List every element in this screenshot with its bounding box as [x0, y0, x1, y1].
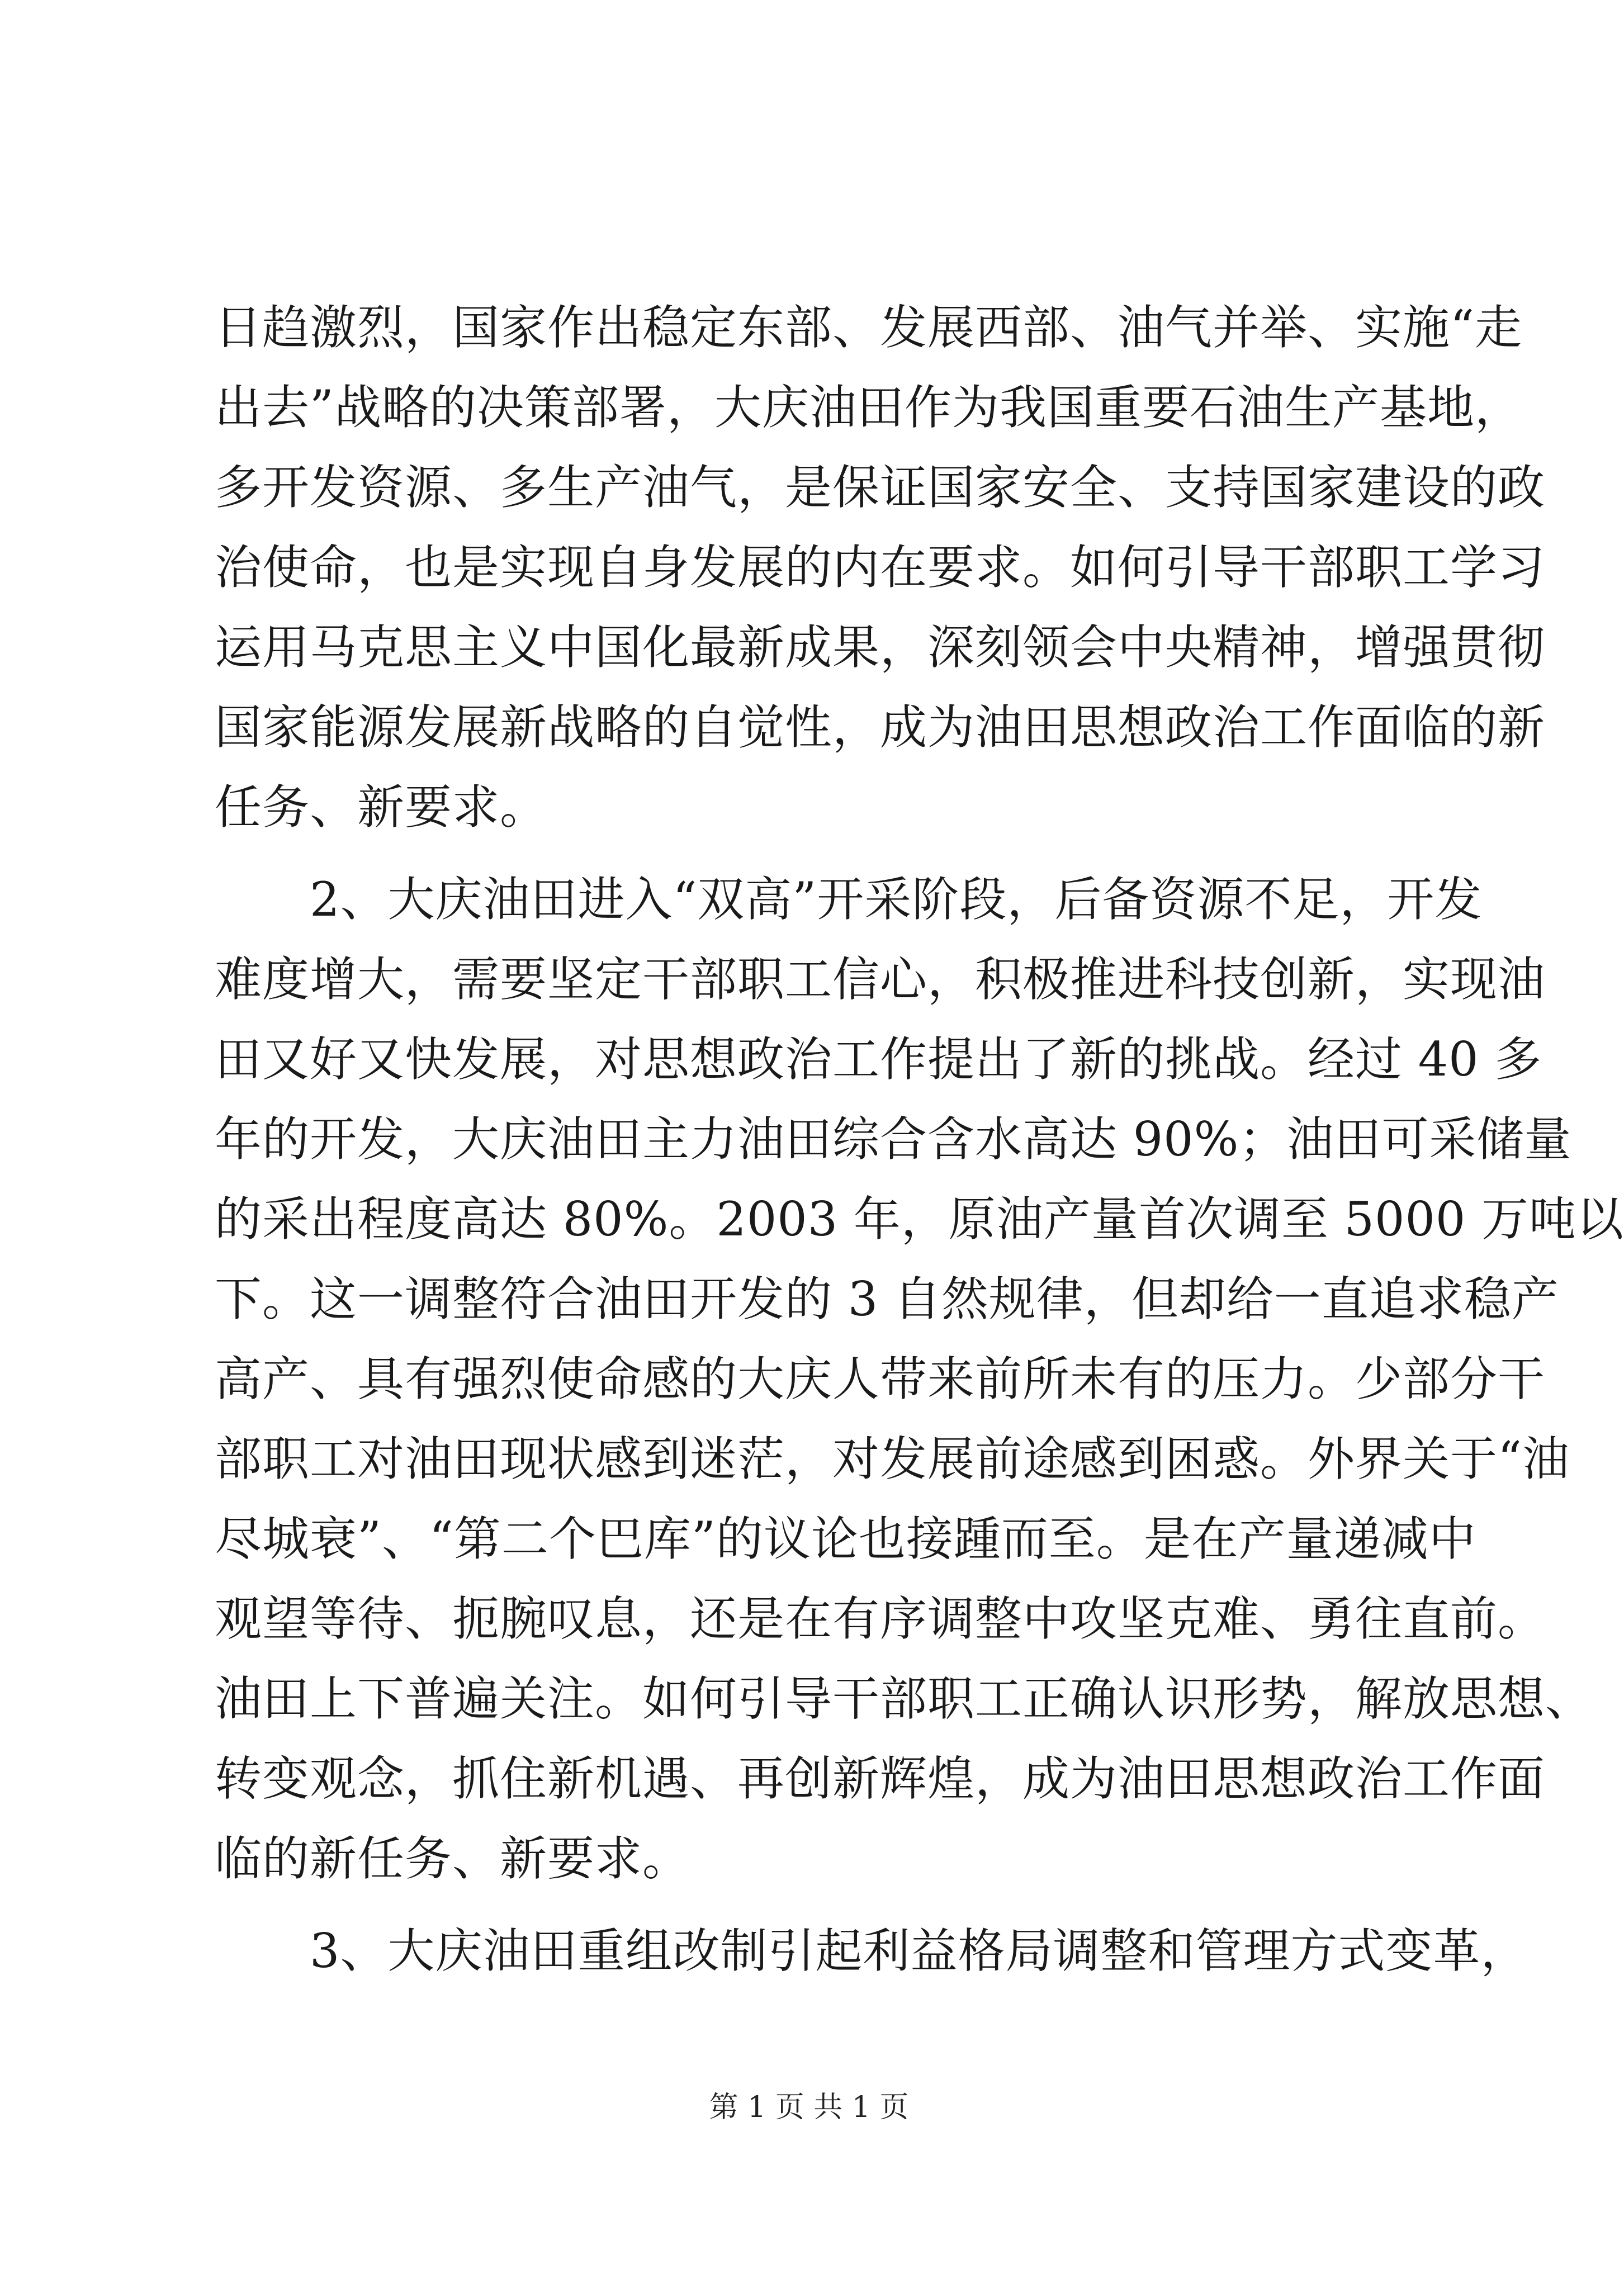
- paragraph-line: 部职工对油田现状感到迷茫，对发展前途感到困惑。外界关于“油: [215, 1432, 1570, 1486]
- paragraph-line: 尽城衰”、“第二个巴库”的议论也接踵而至。是在产量递减中: [215, 1512, 1476, 1566]
- paragraph-line: 下。这一调整符合油田开发的 3 自然规律，但却给一直追求稳产: [215, 1272, 1559, 1327]
- page-number-label: 第 1 页 共 1 页: [709, 2091, 909, 2124]
- paragraph-line: 治使命，也是实现自身发展的内在要求。如何引导干部职工学习: [215, 540, 1546, 595]
- document-body: [215, 288, 1624, 1991]
- paragraph-line: 2、大庆油田进入“双高”开采阶段，后备资源不足，开发: [310, 872, 1483, 927]
- paragraph-line: 油田上下普遍关注。如何引导干部职工正确认识形势，解放思想、: [215, 1671, 1593, 1726]
- paragraph-line: 年的开发，大庆油田主力油田综合含水高达 90%；油田可采储量: [215, 1112, 1572, 1167]
- paragraph-line: 田又好又快发展，对思想政治工作提出了新的挑战。经过 40 多: [215, 1032, 1542, 1087]
- paragraph-line: 难度增大，需要坚定干部职工信心，积极推进科技创新，实现油: [215, 952, 1546, 1007]
- paragraph-line: 日趋激烈，国家作出稳定东部、发展西部、油气并举、实施“走: [215, 300, 1522, 355]
- page-footer: [0, 2088, 1618, 2127]
- paragraph-line: 临的新任务、新要求。: [215, 1831, 690, 1886]
- paragraph-line: 运用马克思主义中国化最新成果，深刻领会中央精神，增强贯彻: [215, 620, 1546, 675]
- paragraph-line: 高产、具有强烈使命感的大庆人带来前所未有的压力。少部分干: [215, 1352, 1546, 1406]
- paragraph-line: 3、大庆油田重组改制引起利益格局调整和管理方式变革，: [310, 1924, 1528, 1978]
- paragraph-line: 的采出程度高达 80%。2003 年，原油产量首次调至 5000 万吨以: [215, 1192, 1624, 1247]
- paragraph-line: 多开发资源、多生产油气，是保证国家安全、支持国家建设的政: [215, 460, 1546, 515]
- paragraph-line: 任务、新要求。: [215, 780, 548, 835]
- paragraph-line: 国家能源发展新战略的自觉性，成为油田思想政治工作面临的新: [215, 700, 1546, 755]
- paragraph-line: 观望等待、扼腕叹息，还是在有序调整中攻坚克难、勇往直前。: [215, 1591, 1546, 1646]
- paragraph-line: 出去”战略的决策部署，大庆油田作为我国重要石油生产基地，: [215, 380, 1522, 435]
- paragraph-line: 转变观念，抓住新机遇、再创新辉煌，成为油田思想政治工作面: [215, 1751, 1546, 1806]
